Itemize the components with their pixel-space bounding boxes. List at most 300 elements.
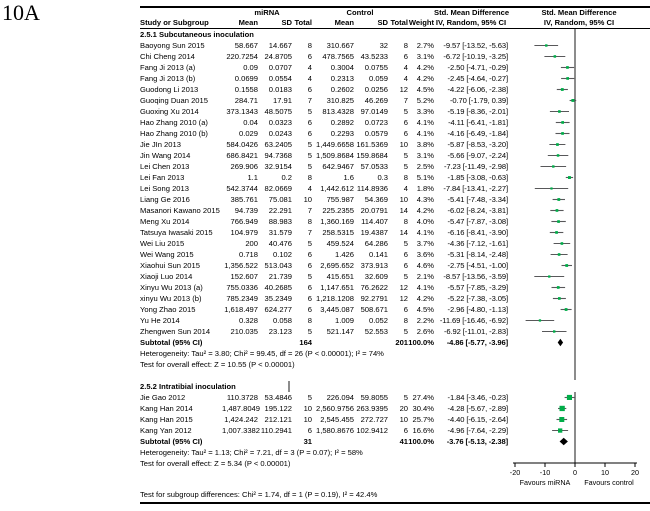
smd-ci-text: -6.72 [-10.19, -3.25] [443, 51, 509, 61]
subtotal-diamond [560, 438, 568, 446]
mirna-total: 10 [303, 414, 313, 424]
mirna-mean: 1,356.522 [224, 260, 258, 270]
weight: 4.5% [416, 84, 435, 94]
effect-square-marker [565, 264, 568, 267]
 [222, 337, 258, 348]
header-mirna-sd: SD [258, 18, 292, 29]
study-row [140, 326, 650, 337]
header-spacer [140, 8, 222, 18]
control-total: 6 [403, 51, 409, 61]
mirna-total: 6 [307, 282, 313, 292]
control-total: 7 [403, 95, 409, 105]
control-total: 8 [403, 315, 409, 325]
mirna-mean: 210.035 [230, 326, 258, 336]
smd-ci-text: -5.19 [-8.36, -2.01] [447, 106, 509, 116]
mirna-sd: 82.0669 [264, 183, 292, 193]
mirna-sd: 0.0183 [268, 84, 292, 94]
control-subtotal-total: 41 [399, 436, 409, 446]
study-forest-marker [508, 117, 650, 128]
smd-ci-text: -4.96 [-7.64, -2.29] [447, 425, 509, 435]
mirna-mean: 58.667 [234, 40, 258, 50]
control-sd: 20.0791 [360, 205, 389, 215]
weight: 3.8% [416, 139, 435, 149]
mirna-total: 6 [307, 84, 313, 94]
control-mean: 1,147.651 [320, 282, 355, 292]
study-row [140, 205, 650, 216]
zero-line-segment [508, 370, 650, 380]
effect-square-marker [552, 165, 554, 167]
smd-ci-text: -2.75 [-4.51, -1.00] [447, 260, 509, 270]
control-total: 20 [399, 403, 409, 413]
mirna-total: 6 [307, 425, 313, 435]
overall-test-text: Test for overall effect: Z = 10.55 (P < 0.00001) [140, 359, 295, 369]
smd-ci-text: -4.40 [-6.15, -2.64] [447, 414, 509, 424]
control-mean: 3,445.087 [320, 304, 355, 314]
study-row [140, 51, 650, 62]
effect-square-marker [558, 253, 561, 256]
control-mean: 642.9467 [322, 161, 355, 171]
subtotal-row [140, 436, 650, 447]
control-total: 12 [399, 293, 409, 303]
control-mean: 2,695.652 [320, 260, 355, 270]
control-mean: 258.5315 [322, 227, 355, 237]
mirna-total: 5 [307, 238, 313, 248]
study-name: Jie JIn 2013 [140, 139, 181, 149]
weight: 4.2% [416, 62, 435, 72]
weight: 4.5% [416, 304, 435, 314]
study-name: Jin Wang 2014 [140, 150, 191, 160]
study-forest-marker [508, 84, 650, 95]
control-mean: 1.6 [343, 172, 355, 182]
weight: 3.1% [416, 51, 435, 61]
control-sd: 57.0533 [360, 161, 389, 171]
study-row [140, 227, 650, 238]
study-row [140, 414, 650, 425]
header-control-sd: SD [354, 18, 388, 29]
control-total: 6 [403, 117, 409, 127]
control-total: 5 [403, 392, 409, 402]
mirna-mean: 766.949 [230, 216, 258, 226]
smd-ci-text: -4.28 [-5.67, -2.89] [447, 403, 509, 413]
study-name: Fang Ji 2013 (a) [140, 62, 196, 72]
effect-square-marker [548, 275, 550, 277]
zero-line-segment [508, 359, 650, 370]
 [354, 436, 388, 447]
mirna-total: 4 [307, 73, 313, 83]
mirna-sd: 0.0323 [268, 117, 292, 127]
control-sd: 272.727 [360, 414, 389, 424]
effect-square-marker [555, 231, 558, 234]
 [222, 436, 258, 447]
mirna-sd: 75.081 [268, 194, 292, 204]
study-forest-marker [508, 194, 650, 205]
mirna-total: 6 [307, 128, 313, 138]
study-forest-marker [508, 249, 650, 260]
study-forest-marker [508, 95, 650, 106]
smd-ci-text: -4.11 [-6.41, -1.81] [448, 117, 509, 127]
control-mean: 225.2355 [322, 205, 355, 215]
smd-ci-text: -5.87 [-8.53, -3.20] [447, 139, 509, 149]
study-name: Wei Wang 2015 [140, 249, 194, 259]
control-total: 5 [403, 326, 409, 336]
control-mean: 1,360.169 [320, 216, 355, 226]
study-name: Yong Zhao 2015 [140, 304, 196, 314]
control-subtotal-total: 201 [395, 337, 409, 347]
control-mean: 2,560.9756 [316, 403, 355, 413]
study-name: Zhengwen Sun 2014 [140, 326, 211, 336]
mirna-total: 5 [307, 161, 313, 171]
control-mean: 0.2313 [330, 73, 355, 83]
control-total: 5 [403, 271, 409, 281]
study-row [140, 249, 650, 260]
overall-test-row [140, 458, 650, 469]
mirna-total: 8 [307, 172, 313, 182]
control-total: 8 [403, 40, 409, 50]
study-forest-marker [508, 425, 650, 436]
header-group-row [140, 8, 650, 18]
mirna-mean: 0.1558 [234, 84, 258, 94]
control-sd: 46.269 [364, 95, 389, 105]
control-total: 4 [403, 62, 409, 72]
study-name: Baoyong Sun 2015 [140, 40, 205, 50]
control-mean: 813.4328 [322, 106, 355, 116]
 [312, 436, 354, 447]
study-row [140, 139, 650, 150]
effect-square-marker [539, 319, 541, 321]
study-row [140, 183, 650, 194]
mirna-total: 6 [307, 117, 313, 127]
mirna-mean: 542.3744 [226, 183, 258, 193]
zero-line-segment [222, 381, 364, 392]
control-mean: 226.094 [326, 392, 355, 402]
control-mean: 755.987 [326, 194, 355, 204]
effect-square-marker [553, 330, 555, 332]
control-mean: 478.7565 [322, 51, 355, 61]
study-forest-marker [508, 304, 650, 315]
weight: 16.6% [412, 425, 435, 435]
mirna-total: 6 [307, 293, 313, 303]
effect-square-marker [550, 187, 552, 189]
study-forest-marker [508, 227, 650, 238]
study-name: Guodong Li 2013 [140, 84, 199, 94]
control-mean: 521.147 [326, 326, 355, 336]
control-sd: 161.5369 [356, 139, 389, 149]
smd-ci-text: -5.57 [-7.85, -3.29] [447, 282, 509, 292]
study-row [140, 73, 650, 84]
smd-ci-text: -5.22 [-7.38, -3.05] [447, 293, 509, 303]
mirna-total: 8 [307, 40, 313, 50]
smd-ci-text: -4.22 [-6.06, -2.38] [447, 84, 509, 94]
control-sd: 0.3 [377, 172, 389, 182]
x-axis-tick-label: 0 [573, 468, 578, 477]
study-forest-marker [508, 172, 650, 183]
study-row [140, 282, 650, 293]
overall-test-text: Test for overall effect: Z = 5.34 (P < 0.00001) [140, 458, 291, 468]
mirna-sd: 48.5075 [264, 106, 292, 116]
mirna-sd: 88.983 [268, 216, 292, 226]
smd-ci-text: -6.02 [-8.24, -3.81] [447, 205, 509, 215]
study-row [140, 271, 650, 282]
control-total: 6 [403, 304, 409, 314]
study-row [140, 161, 650, 172]
mirna-mean: 0.04 [243, 117, 258, 127]
header-smd-numeric: Std. Mean Difference [434, 8, 510, 17]
figure-body [140, 6, 650, 504]
study-name: Tatsuya Iwasaki 2015 [140, 227, 213, 237]
effect-square-marker [557, 154, 560, 157]
control-total: 14 [399, 227, 409, 237]
smd-ci-text: -6.92 [-11.01, -2.83] [443, 326, 509, 336]
forest-plot-table [140, 8, 650, 500]
mirna-mean: 94.739 [234, 205, 258, 215]
study-row [140, 128, 650, 139]
weight: 2.6% [416, 326, 435, 336]
control-total: 14 [399, 205, 409, 215]
control-sd: 0.0723 [364, 117, 389, 127]
study-forest-marker [508, 315, 650, 326]
study-row [140, 95, 650, 106]
mirna-mean: 0.718 [238, 249, 258, 259]
mirna-total: 4 [307, 183, 313, 193]
mirna-sd: 21.739 [268, 271, 292, 281]
mirna-total: 10 [303, 403, 313, 413]
study-name: Kang Han 2014 [140, 403, 193, 413]
control-total: 5 [403, 150, 409, 160]
control-sd: 263.9395 [356, 403, 389, 413]
heterogeneity-text: Heterogeneity: Tau² = 3.80; Chi² = 99.45, df = 26 (P < 0.00001); I² = 74% [140, 348, 384, 358]
mirna-mean: 0.09 [243, 62, 258, 72]
zero-line-segment [508, 348, 650, 359]
study-row [140, 260, 650, 271]
mirna-sd: 212.121 [264, 414, 292, 424]
study-name: Masanori Kawano 2015 [140, 205, 220, 215]
 [312, 337, 354, 348]
control-sd: 52.553 [364, 326, 389, 336]
subtotal-label: Subtotal (95% CI) [140, 337, 203, 347]
weight: 2.5% [416, 161, 435, 171]
study-name: Kang Han 2015 [140, 414, 193, 424]
x-axis-tick-label: -10 [539, 468, 551, 477]
control-total: 6 [403, 260, 409, 270]
zero-line-segment [508, 447, 650, 458]
mirna-sd: 23.123 [268, 326, 292, 336]
control-total: 10 [399, 139, 409, 149]
weight: 1.8% [416, 183, 435, 193]
study-forest-marker [508, 161, 650, 172]
control-total: 5 [403, 161, 409, 171]
control-mean: 459.524 [326, 238, 355, 248]
mirna-mean: 220.7254 [226, 51, 258, 61]
study-forest-marker [508, 260, 650, 271]
smd-ci-text: -0.70 [-1.79, 0.39] [449, 95, 509, 105]
control-sd: 54.369 [364, 194, 389, 204]
control-total: 6 [403, 128, 409, 138]
mirna-total: 6 [307, 51, 313, 61]
control-total: 4 [403, 73, 409, 83]
weight: 3.6% [416, 249, 435, 259]
mirna-sd: 22.291 [268, 205, 292, 215]
study-row [140, 106, 650, 117]
control-total: 4 [403, 183, 409, 193]
mirna-mean: 1.1 [247, 172, 258, 182]
effect-square-marker [566, 77, 569, 80]
weight: 25.7% [412, 414, 435, 424]
smd-ci-text: -5.66 [-9.07, -2.24] [447, 150, 509, 160]
mirna-sd: 14.667 [268, 40, 292, 50]
control-sd: 97.0149 [360, 106, 389, 116]
control-mean: 310.825 [326, 95, 355, 105]
control-mean: 0.2892 [330, 117, 355, 127]
effect-square-marker [545, 44, 547, 46]
header-spacer [408, 8, 434, 18]
weight: 3.3% [416, 106, 435, 116]
header-group-mirna: miRNA [254, 8, 280, 17]
control-mean: 415.651 [326, 271, 355, 281]
mirna-sd: 624.277 [264, 304, 292, 314]
mirna-total: 5 [307, 326, 313, 336]
study-row [140, 304, 650, 315]
mirna-subtotal-total: 164 [299, 337, 313, 347]
effect-square-marker [558, 428, 562, 432]
effect-square-marker [554, 55, 557, 58]
overall-test-row [140, 359, 650, 370]
study-name: Lei Chen 2013 [140, 161, 190, 171]
subtotal-ci-text: -3.76 [-5.13, -2.38] [446, 436, 509, 446]
study-forest-marker [508, 139, 650, 150]
control-mean: 1,509.8684 [316, 150, 355, 160]
control-mean: 1,442.612 [320, 183, 355, 193]
effect-square-marker [571, 99, 574, 102]
mirna-total: 5 [307, 106, 313, 116]
study-forest-marker [508, 73, 650, 84]
control-total: 6 [403, 249, 409, 259]
study-forest-marker [508, 106, 650, 117]
effect-square-marker [557, 220, 560, 223]
study-name: Jie Gao 2012 [140, 392, 186, 402]
effect-square-marker [561, 132, 564, 135]
weight: 4.1% [416, 128, 435, 138]
mirna-total: 5 [307, 271, 313, 281]
smd-ci-text: -7.84 [-13.41, -2.27] [443, 183, 509, 193]
control-mean: 0.2602 [330, 84, 355, 94]
weight: 30.4% [412, 403, 435, 413]
smd-ci-text: -4.16 [-6.49, -1.84] [447, 128, 509, 138]
effect-square-marker [559, 417, 564, 422]
x-axis-tick-label: 20 [631, 468, 640, 477]
mirna-sd: 0.102 [272, 249, 292, 259]
mirna-mean: 0.029 [238, 128, 258, 138]
study-forest-marker [508, 271, 650, 282]
heterogeneity-text: Heterogeneity: Tau² = 1.13; Chi² = 7.21, df = 3 (P = 0.07); I² = 58% [140, 447, 363, 457]
subtotal-label: Subtotal (95% CI) [140, 436, 203, 446]
study-forest-marker [508, 205, 650, 216]
mirna-sd: 40.2685 [264, 282, 292, 292]
control-mean: 1,449.6658 [316, 139, 355, 149]
mirna-total: 5 [307, 150, 313, 160]
mirna-total: 7 [307, 95, 313, 105]
mirna-total: 5 [307, 392, 313, 402]
control-total: 8 [403, 216, 409, 226]
study-forest-marker [508, 392, 650, 403]
control-sd: 114.8936 [356, 183, 389, 193]
study-forest-marker [508, 128, 650, 139]
study-row [140, 238, 650, 249]
mirna-total: 8 [307, 315, 313, 325]
header-mirna-total: Total [292, 18, 312, 29]
header-study: Study or Subgroup [140, 18, 222, 29]
control-total: 10 [399, 414, 409, 424]
mirna-mean: 284.71 [234, 95, 258, 105]
mirna-sd: 31.579 [268, 227, 292, 237]
x-axis-tick-label: -20 [509, 468, 521, 477]
subtotal-forest-diamond [508, 436, 650, 447]
mirna-sd: 0.0707 [268, 62, 292, 72]
study-name: Yu He 2014 [140, 315, 180, 325]
control-sd: 0.0256 [364, 84, 389, 94]
mirna-mean: 269.906 [230, 161, 258, 171]
figure-bottom-border [140, 502, 650, 504]
study-row [140, 293, 650, 304]
study-name: Guoxing Xu 2014 [140, 106, 199, 116]
smd-ci-text: -2.45 [-4.64, -0.27] [447, 73, 509, 83]
control-sd: 64.286 [364, 238, 389, 248]
mirna-sd: 32.9154 [264, 161, 292, 171]
study-row [140, 62, 650, 73]
mirna-total: 7 [307, 227, 313, 237]
mirna-total: 7 [307, 205, 313, 215]
control-sd: 0.059 [369, 73, 389, 83]
study-name: Kang Yan 2012 [140, 425, 192, 435]
effect-square-marker [561, 88, 564, 91]
control-sd: 0.141 [369, 249, 389, 259]
smd-ci-text: -2.50 [-4.71, -0.29] [447, 62, 509, 72]
control-total: 8 [403, 172, 409, 182]
subtotal-weight: 100.0% [408, 436, 435, 446]
weight: 2.7% [416, 40, 435, 50]
study-row [140, 172, 650, 183]
study-row [140, 403, 650, 414]
mirna-mean: 110.3728 [226, 392, 258, 402]
header-weight: Weight [408, 18, 435, 27]
weight: 4.1% [416, 117, 435, 127]
control-sd: 19.4387 [360, 227, 389, 237]
study-forest-marker [508, 403, 650, 414]
study-name: Wei Liu 2015 [140, 238, 185, 248]
mirna-mean: 1,007.3382 [222, 425, 261, 435]
effect-square-marker [567, 395, 572, 400]
study-name: Guoqing Duan 2015 [140, 95, 208, 105]
study-name: Lei Song 2013 [140, 183, 189, 193]
smd-ci-text: -9.57 [-13.52, -5.63] [443, 40, 509, 50]
smd-ci-text: -8.57 [-13.56, -3.59] [443, 271, 509, 281]
header-method-numeric: IV, Random, 95% CI [435, 18, 507, 27]
control-mean: 1.426 [335, 249, 355, 259]
mirna-total: 6 [307, 249, 313, 259]
weight: 4.2% [416, 205, 435, 215]
control-sd: 76.2622 [360, 282, 389, 292]
study-row [140, 194, 650, 205]
weight: 4.3% [416, 194, 435, 204]
study-name: Xinyu Wu 2013 (a) [140, 282, 203, 292]
study-forest-marker [508, 51, 650, 62]
subtotal-row [140, 337, 650, 348]
control-sd: 373.913 [360, 260, 389, 270]
control-sd: 92.2791 [360, 293, 389, 303]
header-smd-plot: Std. Mean Difference [541, 8, 617, 17]
mirna-mean: 104.979 [230, 227, 258, 237]
header-control-mean: Mean [312, 18, 354, 29]
mirna-sd: 0.058 [272, 315, 292, 325]
